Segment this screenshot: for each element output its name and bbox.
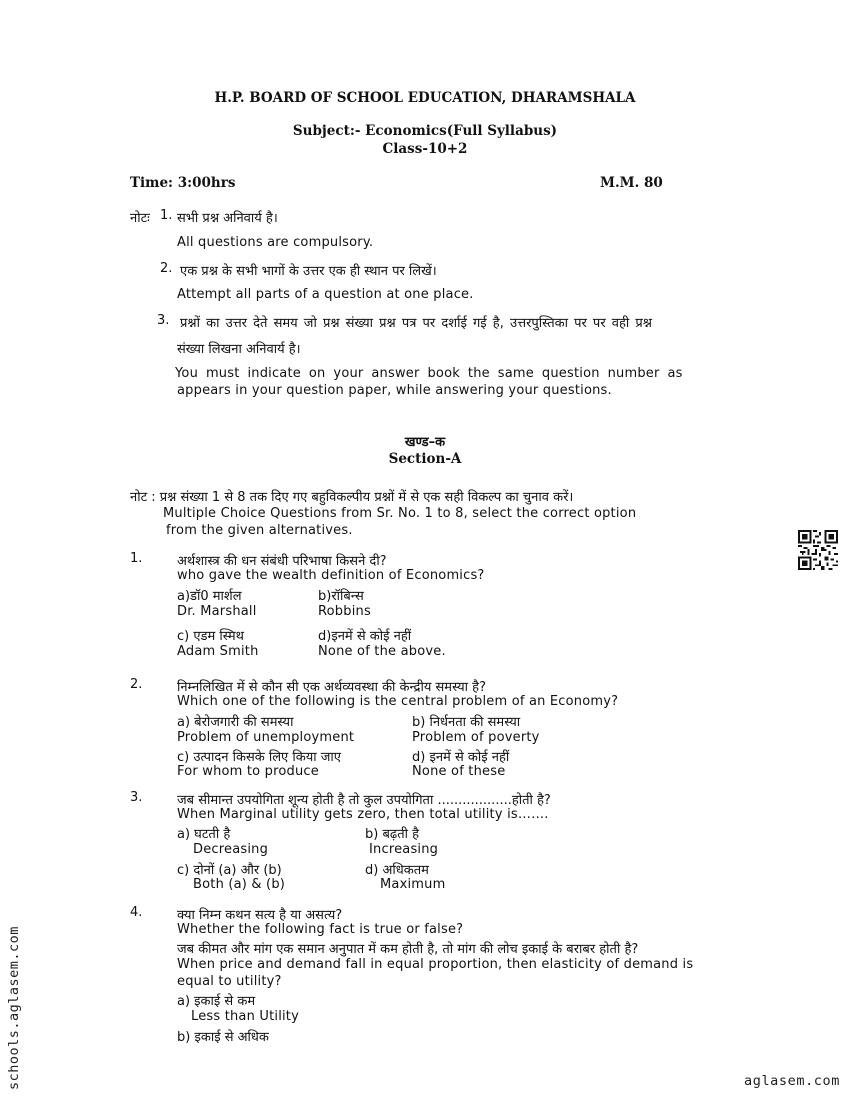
- q3-option-b-english: Increasing: [369, 842, 439, 857]
- note-2-num: 2.: [160, 261, 173, 276]
- question-3-number: 3.: [130, 790, 143, 805]
- section-note-hindi: नोट : प्रश्न संख्या 1 से 8 तक दिए गए बहुविकल्पीय प्रश्नों में से एक सही विकल्प का चुनाव करें।: [130, 490, 574, 505]
- qr-code-icon: [798, 530, 838, 570]
- question-4-number: 4.: [130, 905, 143, 920]
- subject-line: Subject:- Economics(Full Syllabus): [292, 123, 558, 139]
- note-3-num: 3.: [157, 313, 170, 328]
- q4-option-b-hindi: b) इकाई से अधिक: [177, 1030, 269, 1045]
- question-1-number: 1.: [130, 551, 143, 566]
- q1-option-d-hindi: d)इनमें से कोई नहीं: [318, 629, 412, 644]
- note-3-hindi-line2: संख्या लिखना अनिवार्य है।: [177, 342, 301, 357]
- question-4-statement-english-line2: equal to utility?: [177, 974, 282, 989]
- note-3-hindi-line1: प्रश्नों का उत्तर देते समय जो प्रश्न संख्या प्रश्न पत्र पर दर्शाई गई है, उत्तरपुस्तिका पर पर वही प्रश्न: [180, 316, 652, 331]
- note-3-english-line2: appears in your question paper, while answering your questions.: [177, 383, 612, 398]
- q2-option-d-english: None of these: [412, 764, 506, 779]
- q3-option-d-hindi: d) अधिकतम: [365, 863, 429, 878]
- question-2-hindi: निम्नलिखित में से कौन सी एक अर्थव्यवस्था की केन्द्रीय समस्या है?: [177, 680, 486, 695]
- question-4-hindi: क्या निम्न कथन सत्य है या असत्य?: [177, 908, 343, 923]
- q1-option-c-hindi: c) एडम स्मिथ: [177, 629, 244, 644]
- note-3-english-line1: You must indicate on your answer book the same question number as: [175, 366, 683, 381]
- note-1-english: All questions are compulsory.: [177, 235, 374, 250]
- q3-option-a-english: Decreasing: [193, 842, 269, 857]
- q2-option-b-english: Problem of poverty: [412, 730, 540, 745]
- section-heading-english: Section-A: [388, 451, 462, 467]
- q1-option-c-english: Adam Smith: [177, 644, 259, 659]
- section-heading-hindi: खण्ड–क: [404, 435, 446, 450]
- question-4-statement-hindi: जब कीमत और मांग एक समान अनुपात में कम होती है, तो मांग की लोच इकाई के बराबर होती है?: [177, 942, 639, 957]
- question-3-english: When Marginal utility gets zero, then total utility is…….: [177, 807, 549, 822]
- q3-option-b-hindi: b) बढ़ती है: [365, 827, 420, 842]
- note-2-english: Attempt all parts of a question at one place.: [177, 287, 474, 302]
- question-3-hindi: जब सीमान्त उपयोगिता शून्य होती है तो कुल उपयोगिता ..................होती है?: [177, 793, 551, 808]
- q2-option-b-hindi: b) निर्धनता की समस्या: [412, 715, 521, 730]
- q1-option-a-hindi: a)डॉ0 मार्शल: [177, 589, 242, 604]
- question-4-english: Whether the following fact is true or false?: [177, 922, 464, 937]
- section-note-english-line1: Multiple Choice Questions from Sr. No. 1 to 8, select the correct option: [163, 506, 637, 521]
- time-label: Time: 3:00hrs: [130, 175, 236, 191]
- question-1-hindi: अर्थशास्त्र की धन संबंधी परिभाषा किसने दी?: [177, 554, 387, 569]
- q3-option-a-hindi: a) घटती है: [177, 827, 231, 842]
- q2-option-c-english: For whom to produce: [177, 764, 319, 779]
- q3-option-c-hindi: c) दोनों (a) और (b): [177, 863, 282, 878]
- q4-option-a-english: Less than Utility: [191, 1009, 300, 1024]
- board-title: H.P. BOARD OF SCHOOL EDUCATION, DHARAMSHALA: [214, 90, 636, 106]
- note-1-hindi: सभी प्रश्न अनिवार्य है।: [177, 211, 278, 226]
- question-1-english: who gave the wealth definition of Economics?: [177, 568, 485, 583]
- q2-option-a-english: Problem of unemployment: [177, 730, 355, 745]
- question-2-english: Which one of the following is the central problem of an Economy?: [177, 694, 619, 709]
- footer-watermark: aglasem.com: [743, 1073, 840, 1089]
- q1-option-b-english: Robbins: [318, 604, 371, 619]
- note-2-hindi: एक प्रश्न के सभी भागों के उत्तर एक ही स्थान पर लिखें।: [180, 264, 437, 279]
- q1-option-b-hindi: b)रॉबिन्स: [318, 589, 364, 604]
- note-prefix: नोटः: [130, 211, 150, 226]
- q3-option-c-english: Both (a) & (b): [193, 877, 286, 892]
- side-watermark: schools.aglasem.com: [6, 926, 22, 1090]
- q2-option-a-hindi: a) बेरोजगारी की समस्या: [177, 715, 294, 730]
- q2-option-c-hindi: c) उत्पादन किसके लिए किया जाए: [177, 750, 341, 765]
- q1-option-d-english: None of the above.: [318, 644, 446, 659]
- section-note-english-line2: from the given alternatives.: [166, 523, 353, 538]
- question-4-statement-english-line1: When price and demand fall in equal proportion, then elasticity of demand is: [177, 957, 694, 972]
- question-2-number: 2.: [130, 677, 143, 692]
- class-line: Class-10+2: [382, 141, 468, 157]
- note-1-num: 1.: [160, 208, 173, 223]
- q3-option-d-english: Maximum: [380, 877, 446, 892]
- q2-option-d-hindi: d) इनमें से कोई नहीं: [412, 750, 510, 765]
- max-marks: M.M. 80: [600, 175, 663, 191]
- q1-option-a-english: Dr. Marshall: [177, 604, 257, 619]
- q4-option-a-hindi: a) इकाई से कम: [177, 994, 256, 1009]
